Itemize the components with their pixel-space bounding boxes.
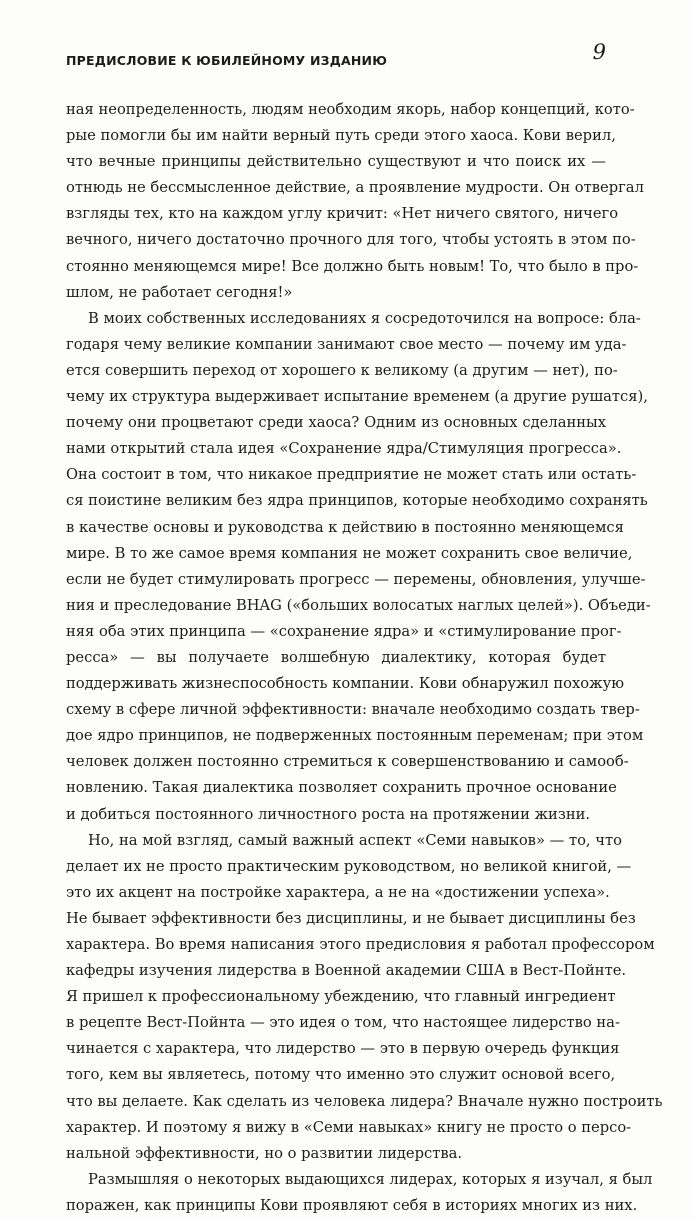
text-line: характера. Во время написания этого предисловия я работал профессором: [66, 936, 655, 953]
text-line: ресса» — вы получаете волшебную диалектику, которая будет: [66, 648, 606, 666]
text-line: Я пришел к профессиональному убеждению, что главный ингредиент: [66, 988, 616, 1006]
paragraph: [66, 828, 663, 1167]
text-line: почему они процветают среди хаоса? Одним из основных сделанных: [66, 414, 606, 432]
paragraph: [66, 306, 651, 828]
body-text: [66, 97, 663, 1219]
text-line: отнюдь не бессмысленное действие, а проявление мудрости. Он отвергал: [66, 179, 644, 197]
text-line: человек должен постоянно стремиться к совершенствованию и самооб-: [66, 753, 629, 771]
text-line: в рецепте Вест-Пойнта — это идея о том, что настоящее лидерство на-: [66, 1014, 620, 1032]
text-line: Но, на мой взгляд, самый важный аспект «Семи навыков» — то, что: [88, 831, 622, 849]
text-line: Она состоит в том, что никакое предприятие не может стать или остать-: [66, 466, 637, 484]
paragraph: [66, 97, 644, 306]
text-line: ния и преследование BHAG («больших волосатых наглых целей»). Объеди-: [66, 596, 651, 614]
running-head: ПРЕДИСЛОВИЕ К ЮБИЛЕЙНОМУ ИЗДАНИЮ: [66, 53, 388, 68]
text-line: ется совершить переход от хорошего к великому (а другим — нет), по-: [66, 361, 618, 379]
text-line: дое ядро принципов, не подверженных постоянным переменам; при этом: [66, 727, 644, 745]
text-line: ся поистине великим без ядра принципов, которые необходимо сохранять: [66, 492, 648, 510]
text-line: стоянно меняющемся мире! Все должно быть новым! То, что было в про-: [66, 257, 639, 275]
text-line: и добиться постоянного личностного роста на протяжении жизни.: [66, 805, 591, 823]
text-line: рые помогли бы им найти верный путь среди этого хаоса. Кови верил,: [66, 127, 616, 145]
text-line: годаря чему великие компании занимают свое место — почему им уда-: [66, 335, 627, 353]
text-line: шлом, не работает сегодня!»: [66, 283, 293, 301]
text-line: если не будет стимулировать прогресс — перемены, обновления, улучше-: [66, 570, 646, 588]
text-line: характер. И поэтому я вижу в «Семи навыках» книгу не просто о персо-: [66, 1118, 632, 1136]
text-line: взгляды тех, кто на каждом углу кричит: «Нет ничего святого, ничего: [66, 205, 619, 223]
text-line: няя оба этих принципа — «сохранение ядра» и «стимулирование прог-: [66, 622, 622, 640]
text-line: кафедры изучения лидерства в Военной академии США в Вест-Пойнте.: [66, 962, 627, 980]
text-line: Не бывает эффективности без дисциплины, и не бывает дисциплины без: [66, 909, 636, 927]
text-line: чему их структура выдерживает испытание временем (а другие рушатся),: [66, 388, 648, 406]
text-line: нами открытий стала идея «Сохранение ядра/Стимуляция прогресса».: [66, 440, 622, 458]
text-line: новлению. Такая диалектика позволяет сохранить прочное основание: [66, 779, 617, 797]
text-line: нальной эффективности, но о развитии лидерства.: [66, 1144, 463, 1162]
text-line: поражен, как принципы Кови проявляют себя в историях многих из них.: [66, 1196, 638, 1214]
text-line: В моих собственных исследованиях я сосредоточился на вопросе: бла-: [88, 309, 641, 327]
page-header: [66, 40, 606, 80]
text-line: ная неопределенность, людям необходим якорь, набор концепций, кото-: [66, 101, 635, 118]
text-line: это их акцент на постройке характера, а не на «достижении успеха».: [66, 883, 610, 901]
text-line: чинается с характера, что лидерство — это в первую очередь функция: [66, 1040, 620, 1058]
text-line: делает их не просто практическим руководством, но великой книгой, —: [66, 857, 632, 875]
text-line: в качестве основы и руководства к действию в постоянно меняющемся: [66, 518, 624, 536]
text-line: что вы делаете. Как сделать из человека лидера? Вначале нужно построить: [66, 1092, 663, 1110]
text-line: мире. В то же самое время компания не может сохранить свое величие,: [66, 544, 633, 562]
text-line: того, кем вы являетесь, потому что именно это служит основой всего,: [66, 1066, 616, 1084]
text-line: вечного, ничего достаточно прочного для того, чтобы устоять в этом по-: [66, 231, 636, 249]
text-line: поддерживать жизнеспособность компании. Кови обнаружил похожую: [66, 675, 625, 693]
paragraph: [66, 1167, 653, 1219]
text-line: Размышляя о некоторых выдающихся лидерах, которых я изучал, я был: [88, 1170, 653, 1188]
page-number: 9: [592, 40, 606, 64]
text-line: схему в сфере личной эффективности: вначале необходимо создать твер-: [66, 701, 640, 719]
text-line: что вечные принципы действительно существуют и что поиск их —: [66, 153, 606, 171]
